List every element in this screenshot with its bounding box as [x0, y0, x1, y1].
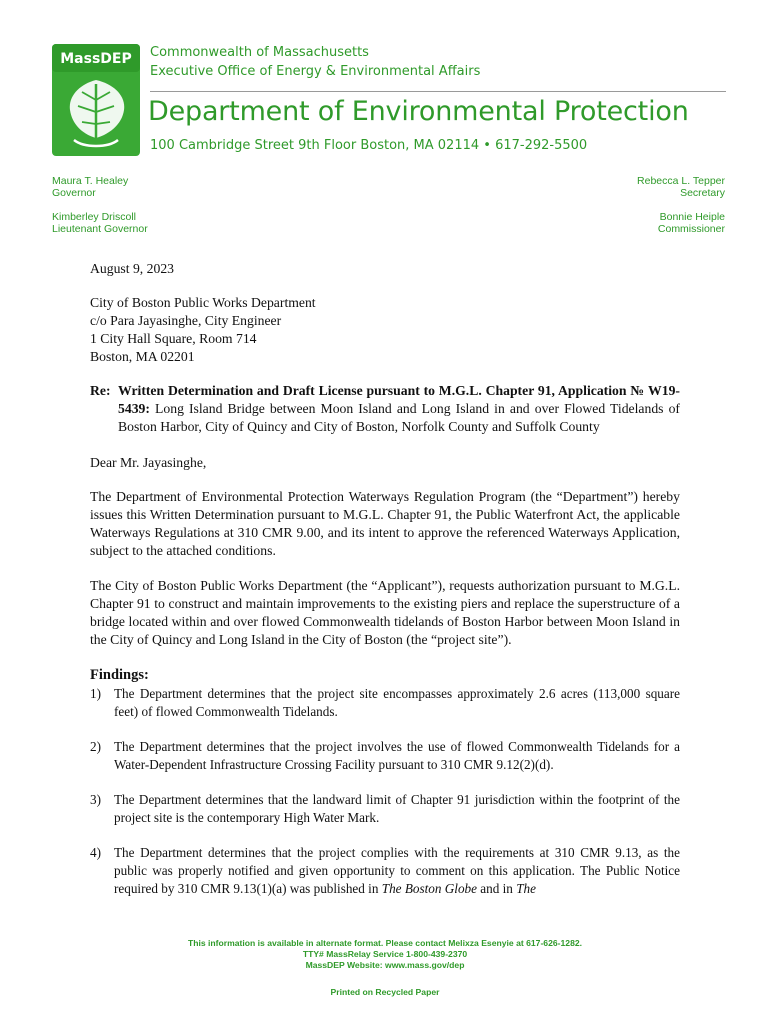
- finding-item: [90, 791, 680, 827]
- recipient-line: City of Boston Public Works Department: [90, 295, 316, 310]
- letter-body: [90, 260, 680, 915]
- agency-line-commonwealth: Commonwealth of Massachusetts: [150, 45, 369, 60]
- official-lieutenant-governor: [52, 211, 148, 235]
- subject-label: Re:: [90, 383, 111, 398]
- footer-tty: TTY# MassRelay Service 1-800-439-2370: [302, 949, 468, 959]
- recipient-line: Boston, MA 02201: [90, 349, 195, 364]
- salutation: Dear Mr. Jayasinghe,: [90, 455, 207, 470]
- publication-name: The: [516, 881, 536, 896]
- finding-text: [114, 844, 680, 898]
- official-title: Commissioner: [657, 223, 725, 235]
- finding-number: 2): [90, 739, 101, 754]
- official-name: Rebecca L. Tepper: [637, 175, 725, 187]
- finding-item: [90, 844, 680, 898]
- finding-number: 4): [90, 845, 101, 860]
- official-name: Maura T. Healey: [52, 175, 129, 187]
- finding-number: 3): [90, 792, 101, 807]
- official-commissioner: [658, 211, 725, 235]
- official-name: Bonnie Heiple: [659, 211, 725, 223]
- finding-item: [90, 685, 680, 721]
- publication-name: The Boston Globe: [381, 881, 477, 896]
- massdep-logo: [52, 44, 140, 156]
- footer-website: MassDEP Website: www.mass.gov/dep: [305, 960, 465, 970]
- recipient-line: 1 City Hall Square, Room 714: [90, 331, 257, 346]
- department-address: 100 Cambridge Street 9th Floor Boston, MA 02114 • 617-292-5500: [150, 138, 588, 153]
- official-title: Secretary: [680, 187, 725, 199]
- paragraph: The City of Boston Public Works Department (the “Applicant”), requests authorization pursuant to M.G.L. Chapter 91 to construct and maintain improvements to the existing piers and replace the superstructure of a bridge located within and over flowed Commonwealth tidelands of Boston Harbor between Moon Island in the City of Quincy and Long Island in the City of Boston (the “project site”).: [90, 578, 680, 647]
- official-title: Governor: [52, 187, 96, 199]
- footer-recycled: Printed on Recycled Paper: [330, 987, 440, 997]
- subject-text: [118, 382, 680, 436]
- subject-line: [90, 382, 680, 436]
- subject-rest: Long Island Bridge between Moon Island and Long Island in and over Flowed Tidelands of Boston Harbor, City of Quincy and City of Boston, Norfolk County and Suffolk County: [118, 401, 680, 434]
- header-divider: [150, 91, 726, 92]
- department-title: Department of Environmental Protection: [148, 96, 689, 127]
- recipient-line: c/o Para Jayasinghe, City Engineer: [90, 313, 282, 328]
- finding-item: [90, 738, 680, 774]
- footer-alternate-format: This information is available in alternate format. Please contact Melixza Esenyie at 617-626-1282.: [187, 938, 583, 948]
- agency-line-executive-office: Executive Office of Energy & Environmental Affairs: [150, 64, 481, 79]
- logo-text: MassDEP: [60, 51, 132, 67]
- official-secretary: [637, 175, 725, 199]
- findings-heading: Findings:: [90, 667, 149, 683]
- subject-bold: Written Determination and Draft License pursuant to M.G.L. Chapter 91, Application № W19-5439:: [118, 383, 680, 416]
- recipient-address: [90, 294, 680, 366]
- official-governor: [52, 175, 128, 199]
- finding-number: 1): [90, 686, 101, 701]
- finding-text-part: and in: [477, 881, 517, 896]
- finding-text-part: The Department determines that the project complies with the requirements at 310 CMR 9.13, as the public was properly notified and given opportunity to comment on this application. The Public Notice required by 310 CMR 9.13(1)(a) was published in: [114, 845, 680, 896]
- finding-text: The Department determines that the project site encompasses approximately 2.6 acres (113,000 square feet) of flowed Commonwealth Tidelands.: [114, 686, 680, 719]
- paragraph: The Department of Environmental Protection Waterways Regulation Program (the “Department”) hereby issues this Written Determination pursuant to M.G.L. Chapter 91, the Public Waterfront Act, the applicable Waterways Regulations at 310 CMR 9.00, and its intent to approve the referenced Waterways Application, subject to the attached conditions.: [90, 489, 680, 558]
- page-footer: [0, 938, 770, 998]
- official-name: Kimberley Driscoll: [52, 211, 137, 223]
- finding-text: The Department determines that the project involves the use of flowed Commonwealth Tidelands for a Water-Dependent Infrastructure Crossing Facility pursuant to 310 CMR 9.12(2)(d).: [114, 739, 680, 772]
- official-title: Lieutenant Governor: [52, 223, 148, 235]
- letter-date: August 9, 2023: [90, 261, 175, 276]
- finding-text: The Department determines that the landward limit of Chapter 91 jurisdiction within the footprint of the project site is the contemporary High Water Mark.: [114, 792, 680, 825]
